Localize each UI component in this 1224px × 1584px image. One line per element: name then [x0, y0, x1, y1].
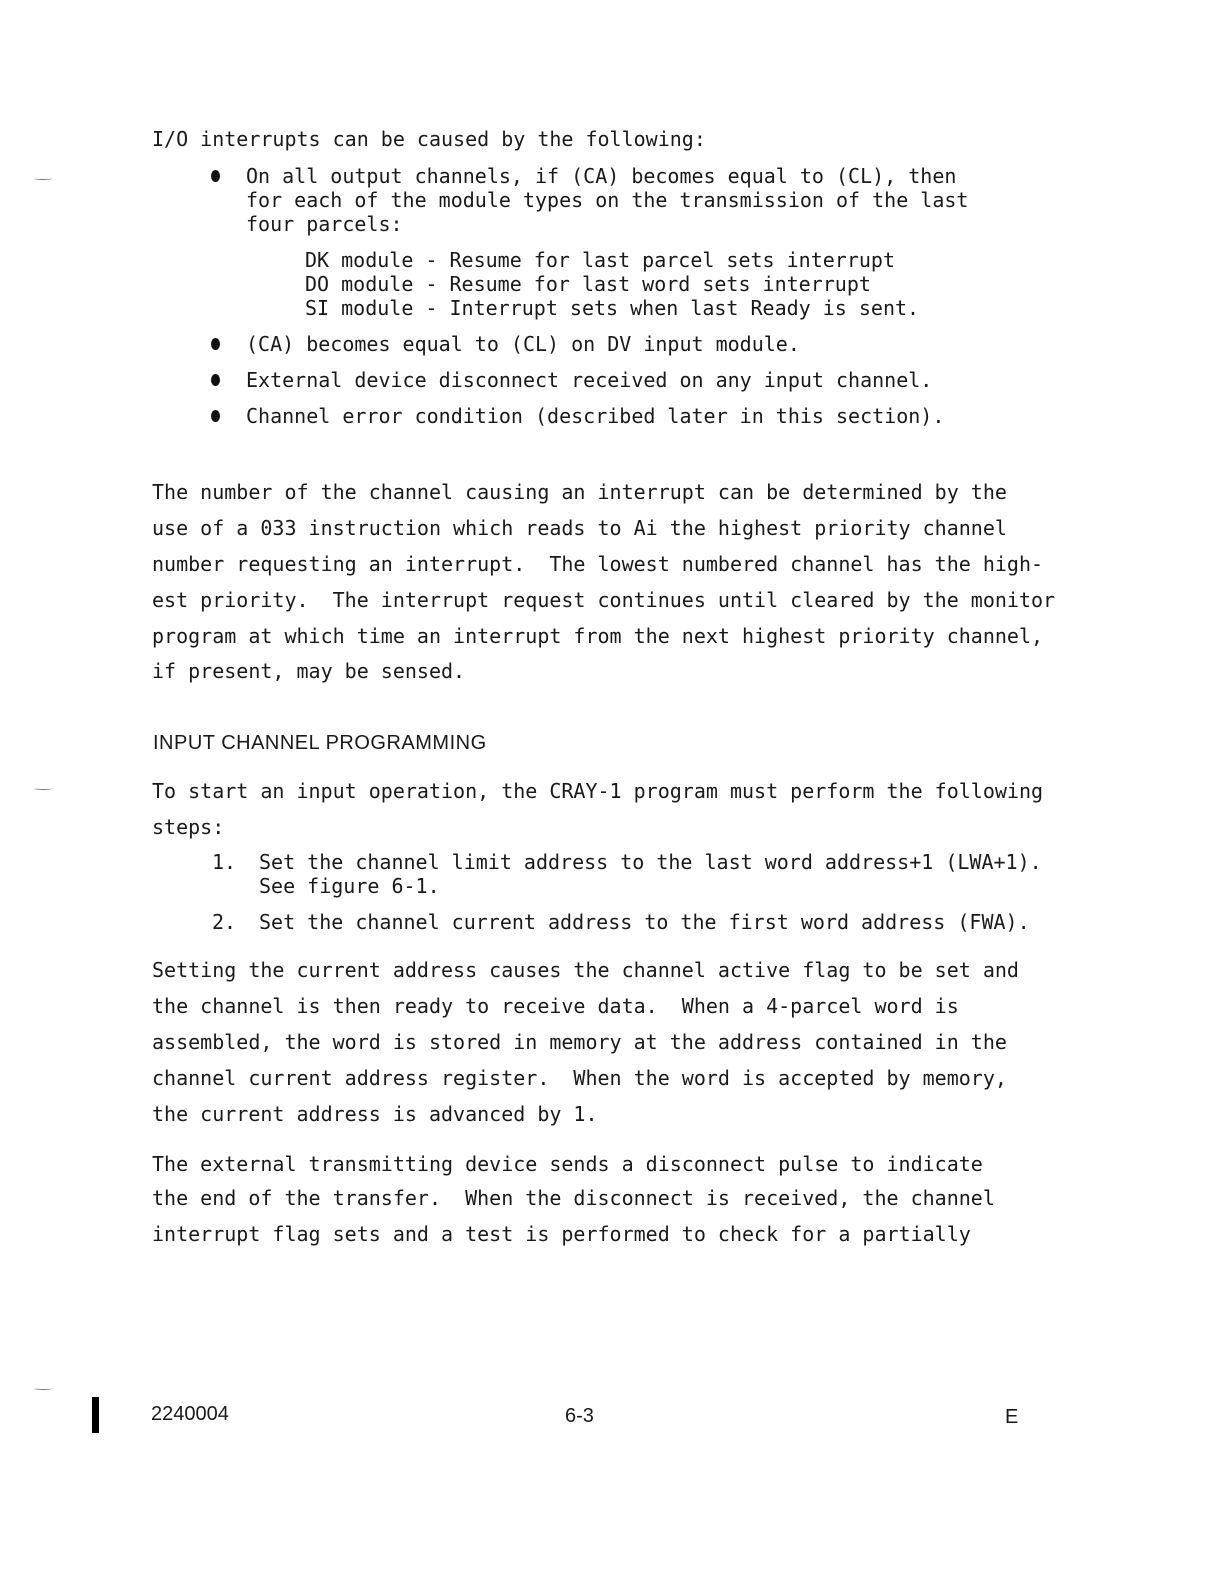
change-bar — [92, 1397, 99, 1433]
section-heading: INPUT CHANNEL PROGRAMMING — [153, 732, 487, 754]
step-2-number: 2. — [212, 910, 237, 934]
bullet-1-line-1: On all output channels, if (CA) becomes equal to (CL), then — [246, 164, 957, 188]
page-number: 6-3 — [565, 1405, 594, 1427]
revision-letter: E — [1005, 1406, 1019, 1428]
margin-mark — [34, 177, 52, 180]
paragraph-3-line: the current address is advanced by 1. — [152, 1102, 598, 1126]
paragraph-1-line: est priority. The interrupt request continues until cleared by the monitor — [152, 588, 1056, 612]
module-line-si: SI module - Interrupt sets when last Ready is sent. — [305, 296, 920, 320]
module-line-do: DO module - Resume for last word sets interrupt — [305, 272, 871, 296]
module-line-dk: DK module - Resume for last parcel sets interrupt — [305, 248, 896, 272]
step-1-line-1: Set the channel limit address to the last word address+1 (LWA+1). — [259, 850, 1042, 874]
paragraph-1-line: if present, may be sensed. — [152, 659, 466, 683]
bullet-icon — [211, 170, 220, 182]
step-1-line-2: See figure 6-1. — [259, 874, 440, 898]
paragraph-1-line: number requesting an interrupt. The lowest numbered channel has the high- — [152, 552, 1044, 576]
paragraph-4-line: the end of the transfer. When the disconnect is received, the channel — [152, 1186, 995, 1210]
paragraph-2-line: To start an input operation, the CRAY-1 program must perform the following — [152, 779, 1044, 803]
paragraph-4-line: interrupt flag sets and a test is performed to check for a partially — [152, 1222, 971, 1246]
margin-mark — [34, 787, 52, 790]
paragraph-1-line: program at which time an interrupt from the next highest priority channel, — [152, 624, 1044, 648]
paragraph-3-line: channel current address register. When the word is accepted by memory, — [152, 1066, 1007, 1090]
paragraph-3-line: the channel is then ready to receive data. When a 4-parcel word is — [152, 994, 959, 1018]
intro-text: I/O interrupts can be caused by the following: — [152, 127, 706, 151]
bullet-icon — [211, 410, 220, 422]
paragraph-1-line: The number of the channel causing an interrupt can be determined by the — [152, 480, 1007, 504]
bullet-icon — [211, 338, 220, 350]
bullet-1-line-2: for each of the module types on the transmission of the last — [246, 188, 969, 212]
bullet-2-text: (CA) becomes equal to (CL) on DV input module. — [246, 332, 800, 356]
bullet-1-line-3: four parcels: — [246, 212, 403, 236]
paragraph-3-line: assembled, the word is stored in memory at the address contained in the — [152, 1030, 1007, 1054]
margin-mark — [34, 1387, 52, 1390]
paragraph-4-line: The external transmitting device sends a disconnect pulse to indicate — [152, 1152, 983, 1176]
document-number: 2240004 — [151, 1403, 229, 1425]
bullet-4-text: Channel error condition (described later in this section). — [246, 404, 945, 428]
paragraph-1-line: use of a 033 instruction which reads to Ai the highest priority channel — [152, 516, 1007, 540]
step-1-number: 1. — [212, 850, 237, 874]
bullet-3-text: External device disconnect received on any input channel. — [246, 368, 933, 392]
bullet-icon — [211, 374, 220, 386]
step-2-line-1: Set the channel current address to the first word address (FWA). — [259, 910, 1030, 934]
paragraph-2-line: steps: — [152, 815, 225, 839]
paragraph-3-line: Setting the current address causes the channel active flag to be set and — [152, 958, 1019, 982]
